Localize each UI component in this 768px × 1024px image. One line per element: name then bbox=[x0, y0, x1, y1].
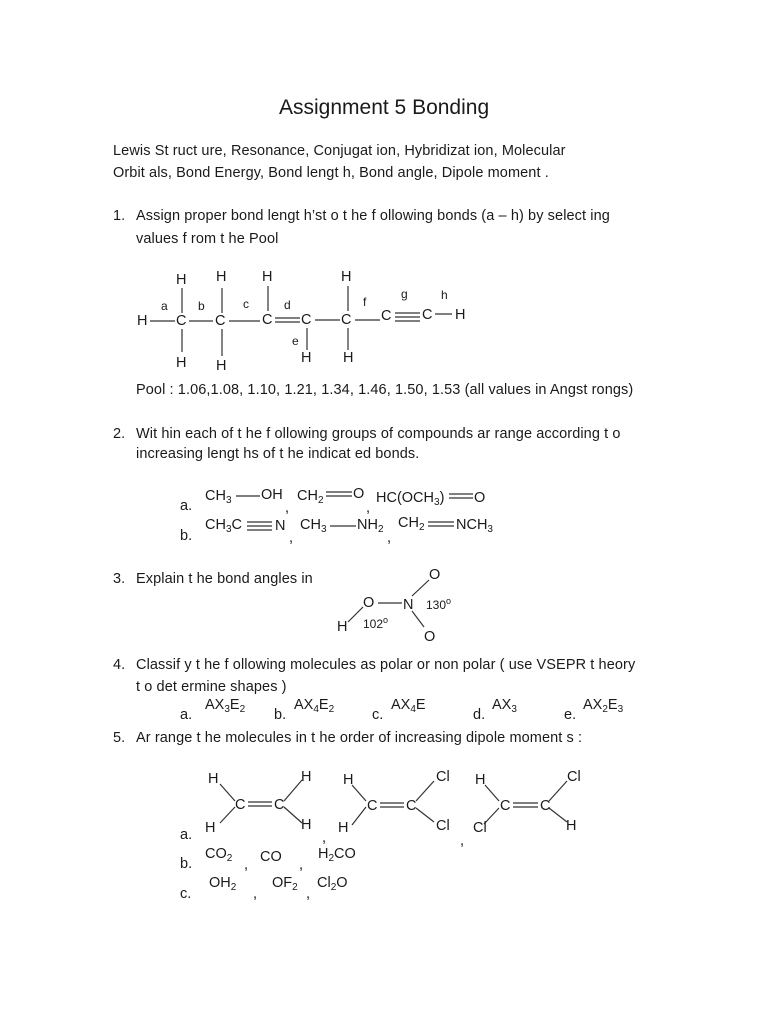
bond-label-b: b bbox=[198, 299, 205, 313]
q5-b-co2: $CO_2$ bbox=[205, 846, 233, 864]
q2-a2-o: O bbox=[353, 486, 365, 502]
bond-label-e: e bbox=[292, 334, 299, 348]
q4-label-c: c. bbox=[372, 707, 384, 723]
q4-text-line-2: t o det ermine shapes ) bbox=[136, 679, 287, 695]
q5-label-b: b. bbox=[180, 856, 193, 872]
atom-c2: C bbox=[215, 313, 226, 329]
bond-label-d: d bbox=[284, 298, 291, 312]
atom-c4: C bbox=[301, 312, 312, 328]
atom-c7: C bbox=[422, 307, 433, 323]
q2-label-b: b. bbox=[180, 528, 193, 544]
q5-m3-cl-bottom: Cl bbox=[473, 820, 487, 836]
atom-h-terminal-left: H bbox=[137, 313, 148, 329]
bond-label-a: a bbox=[161, 299, 168, 313]
atom-h-c5-top: H bbox=[341, 269, 352, 285]
q4-label-d: d. bbox=[473, 707, 486, 723]
q3-angle-130: 130$^o$ bbox=[426, 596, 452, 612]
q4-formula-a: $AX_3E_2$ bbox=[205, 697, 246, 715]
atom-c1: C bbox=[176, 313, 187, 329]
q3-atom-h: H bbox=[337, 619, 348, 635]
q2-b1-n: N bbox=[275, 518, 286, 534]
q2-b2-nh2: $NH_2$ bbox=[357, 517, 384, 535]
q2-b-comma-2: , bbox=[387, 530, 392, 546]
q2-number: 2. bbox=[113, 426, 126, 442]
q5-m1-c-right: C bbox=[274, 797, 285, 813]
q5-a-comma-1: , bbox=[322, 830, 327, 846]
q4-formula-b: $AX_4E_2$ bbox=[294, 697, 335, 715]
q2-a1-formula: $CH_3$ bbox=[205, 488, 232, 506]
q2-a-comma-2: , bbox=[366, 500, 371, 516]
q5-m1-h-top-left: H bbox=[208, 771, 219, 787]
bond-label-c: c bbox=[243, 297, 249, 311]
q2-label-a: a. bbox=[180, 498, 193, 514]
q5-b-comma-2: , bbox=[299, 857, 304, 873]
q4-text-line-1: Classif y t he f ollowing molecules as polar or non polar ( use VSEPR t heory bbox=[136, 657, 636, 673]
q5-m1-c-left: C bbox=[235, 797, 246, 813]
q4-formula-c: $AX_4E$ bbox=[391, 697, 426, 715]
q3-atom-o-top: O bbox=[429, 567, 441, 583]
q1-text-line-2: values f rom t he Pool bbox=[136, 231, 279, 247]
q5-c-of2: $OF_2$ bbox=[272, 875, 298, 893]
q5-m3-h-top: H bbox=[475, 772, 486, 788]
q2-a1-oh: OH bbox=[261, 487, 283, 503]
atom-c3: C bbox=[262, 312, 273, 328]
q5-text: Ar range t he molecules in t he order of increasing dipole moment s : bbox=[136, 730, 583, 746]
q3-number: 3. bbox=[113, 571, 126, 587]
q5-m3-c-left: C bbox=[500, 798, 511, 814]
q2-b3-nch3: $NCH_3$ bbox=[456, 517, 493, 535]
atom-h-c4-bottom: H bbox=[301, 350, 312, 366]
q5-number: 5. bbox=[113, 730, 126, 746]
q5-m3-c-right: C bbox=[540, 798, 551, 814]
q5-label-a: a. bbox=[180, 827, 193, 843]
q5-c-oh2: $OH_2$ bbox=[209, 875, 237, 893]
bond-label-f: f bbox=[363, 295, 367, 309]
q3-text: Explain t he bond angles in bbox=[136, 571, 313, 587]
atom-h-terminal-right: H bbox=[455, 307, 466, 323]
atom-c5: C bbox=[341, 312, 352, 328]
q2-a2-formula: $CH_2$ bbox=[297, 488, 324, 506]
q3-angle-102: 102$^o$ bbox=[363, 615, 389, 631]
q5-c-cl2o: $Cl_2O$ bbox=[317, 875, 348, 893]
q5-a-comma-2: , bbox=[460, 833, 465, 849]
q3-atom-o-left: O bbox=[363, 595, 375, 611]
q5-m2-cl-bottom: Cl bbox=[436, 818, 450, 834]
q4-formula-d: $AX_3$ bbox=[492, 697, 517, 715]
q4-label-e: e. bbox=[564, 707, 577, 723]
atom-h-c2-bottom: H bbox=[216, 358, 227, 374]
atom-h-c3-top: H bbox=[262, 269, 273, 285]
q1-number: 1. bbox=[113, 208, 126, 224]
q2-b1-formula: $CH_3C$ bbox=[205, 517, 242, 535]
q5-c-comma-1: , bbox=[253, 886, 258, 902]
q5-b-comma-1: , bbox=[244, 857, 249, 873]
q2-b3-formula: $CH_2$ bbox=[398, 515, 425, 533]
topics-line-1: Lewis St ruct ure, Resonance, Conjugat ion, Hybridizat ion, Molecular bbox=[113, 143, 566, 159]
bond-label-g: g bbox=[401, 287, 408, 301]
q5-m2-c-left: C bbox=[367, 798, 378, 814]
atom-h-c1-top: H bbox=[176, 272, 187, 288]
q5-m2-c-right: C bbox=[406, 798, 417, 814]
q5-m2-cl-top: Cl bbox=[436, 769, 450, 785]
atom-h-c5-bottom: H bbox=[343, 350, 354, 366]
bond-label-h: h bbox=[441, 288, 448, 302]
q3-atom-o-bottom: O bbox=[424, 629, 436, 645]
q5-c-comma-2: , bbox=[306, 886, 311, 902]
q5-b-h2co: $H_2CO$ bbox=[318, 846, 356, 864]
q3-atom-n: N bbox=[403, 597, 414, 613]
q2-b2-formula: $CH_3$ bbox=[300, 517, 327, 535]
q5-m3-h-bottom: H bbox=[566, 818, 577, 834]
atom-c6: C bbox=[381, 308, 392, 324]
q5-label-c: c. bbox=[180, 886, 192, 902]
q2-text-line-2: increasing lengt hs of t he indicat ed bonds. bbox=[136, 446, 420, 462]
q5-m1-h-bottom-left: H bbox=[205, 820, 216, 836]
q5-m2-h-bottom: H bbox=[338, 820, 349, 836]
q4-label-b: b. bbox=[274, 707, 287, 723]
q2-a3-formula: $HC(OCH_3)$ bbox=[376, 490, 445, 508]
q4-formula-e: $AX_2E_3$ bbox=[583, 697, 624, 715]
q5-m3-cl-top: Cl bbox=[567, 769, 581, 785]
atom-h-c2-top: H bbox=[216, 269, 227, 285]
q2-a3-o: O bbox=[474, 490, 486, 506]
q5-m1-h-top-right: H bbox=[301, 769, 312, 785]
q5-m1-h-bottom-right: H bbox=[301, 817, 312, 833]
q5-m2-h-top: H bbox=[343, 772, 354, 788]
q4-label-a: a. bbox=[180, 707, 193, 723]
q5-b-co: CO bbox=[260, 849, 282, 865]
topics-line-2: Orbit als, Bond Energy, Bond lengt h, Bond angle, Dipole moment . bbox=[113, 165, 549, 181]
q1-text-line-1: Assign proper bond lengt h’st o t he f ollowing bonds (a – h) by select ing bbox=[136, 208, 610, 224]
atom-h-c1-bottom: H bbox=[176, 355, 187, 371]
q2-b-comma-1: , bbox=[289, 530, 294, 546]
q2-a-comma-1: , bbox=[285, 500, 290, 516]
q1-pool: Pool : 1.06,1.08, 1.10, 1.21, 1.34, 1.46, 1.50, 1.53 (all values in Angst rongs) bbox=[136, 382, 634, 398]
q2-text-line-1: Wit hin each of t he f ollowing groups of compounds ar range according t o bbox=[136, 426, 621, 442]
q4-number: 4. bbox=[113, 657, 126, 673]
page-title: Assignment 5 Bonding bbox=[279, 96, 490, 119]
